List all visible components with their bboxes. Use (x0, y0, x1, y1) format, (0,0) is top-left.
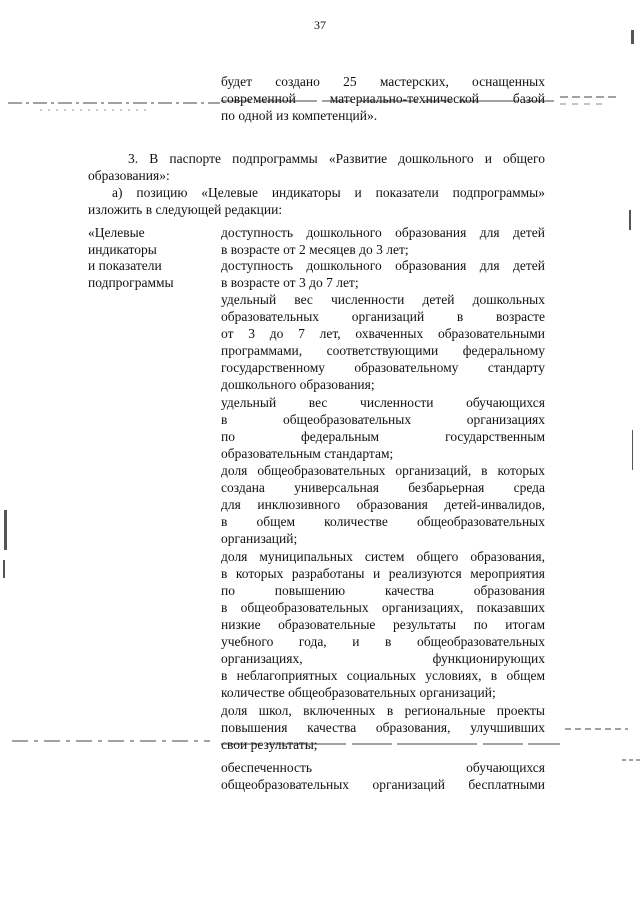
text-line: в общеобразовательных организациях, показавших (221, 600, 545, 615)
text-line: доля общеобразовательных организаций, в которых (221, 463, 545, 478)
text-line: 3. В паспорте подпрограммы «Развитие дошкольного и общего (128, 151, 545, 166)
text-line: для инклюзивного образования детей-инвалидов, (221, 497, 545, 512)
text-line: обеспеченность обучающихся (221, 760, 545, 775)
text-line: будет создано 25 мастерских, оснащенных (221, 74, 545, 89)
text-line: от 3 до 7 лет, охваченных образовательными (221, 326, 545, 341)
text-line: количестве общеобразовательных организаций; (221, 685, 496, 700)
text-line: доля школ, включенных в региональные проекты (221, 703, 545, 718)
text-line: в общеобразовательных организациях (221, 412, 545, 427)
text-line: современной материально-технической базой (221, 91, 545, 106)
text-line: удельный вес численности обучающихся (221, 395, 545, 410)
text-line: доступность дошкольного образования для детей (221, 225, 545, 240)
text-line: в неблагоприятных социальных условиях, в общем (221, 668, 545, 683)
text-line: организаций; (221, 531, 298, 546)
text-line: по федеральным государственным (221, 429, 545, 444)
label-line: индикаторы (88, 242, 157, 257)
text-line: а) позицию «Целевые индикаторы и показатели подпрограммы» (112, 185, 545, 200)
text-line: по повышению качества образования (221, 583, 545, 598)
label-line: и показатели (88, 258, 162, 273)
text-line: образовательным стандартам; (221, 446, 394, 461)
text-line: доступность дошкольного образования для детей (221, 258, 545, 273)
text-line: изложить в следующей редакции: (88, 202, 283, 217)
text-line: государственному образовательному стандарту (221, 360, 545, 375)
text-line: образования»: (88, 168, 170, 183)
text-line: в общем количестве общеобразовательных (221, 514, 545, 529)
text-line: учебного года, и в общеобразовательных (221, 634, 545, 649)
text-line: создана универсальная безбарьерная среда (221, 480, 545, 495)
text-line: повышения качества образования, улучшивших (221, 720, 545, 735)
text-line: низкие образовательные результаты по итогам (221, 617, 545, 632)
label-line: «Целевые (88, 225, 145, 240)
page-number: 37 (314, 18, 326, 32)
text-line: дошкольного образования; (221, 377, 375, 392)
text-line: свои результаты; (221, 737, 318, 752)
text-line: по одной из компетенций». (221, 108, 378, 123)
label-line: подпрограммы (88, 275, 174, 290)
text-line: доля муниципальных систем общего образования, (221, 549, 545, 564)
text-line: общеобразовательных организаций бесплатными (221, 777, 545, 792)
text-line: удельный вес численности детей дошкольных (221, 292, 545, 307)
text-line: в которых разработаны и реализуются мероприятия (221, 566, 545, 581)
text-line: в возрасте от 2 месяцев до 3 лет; (221, 242, 409, 257)
text-line: программами, соответствующими федеральному (221, 343, 545, 358)
text-line: организациях, функционирующих (221, 651, 545, 666)
text-line: в возрасте от 3 до 7 лет; (221, 275, 359, 290)
text-line: образовательных организаций в возрасте (221, 309, 545, 324)
